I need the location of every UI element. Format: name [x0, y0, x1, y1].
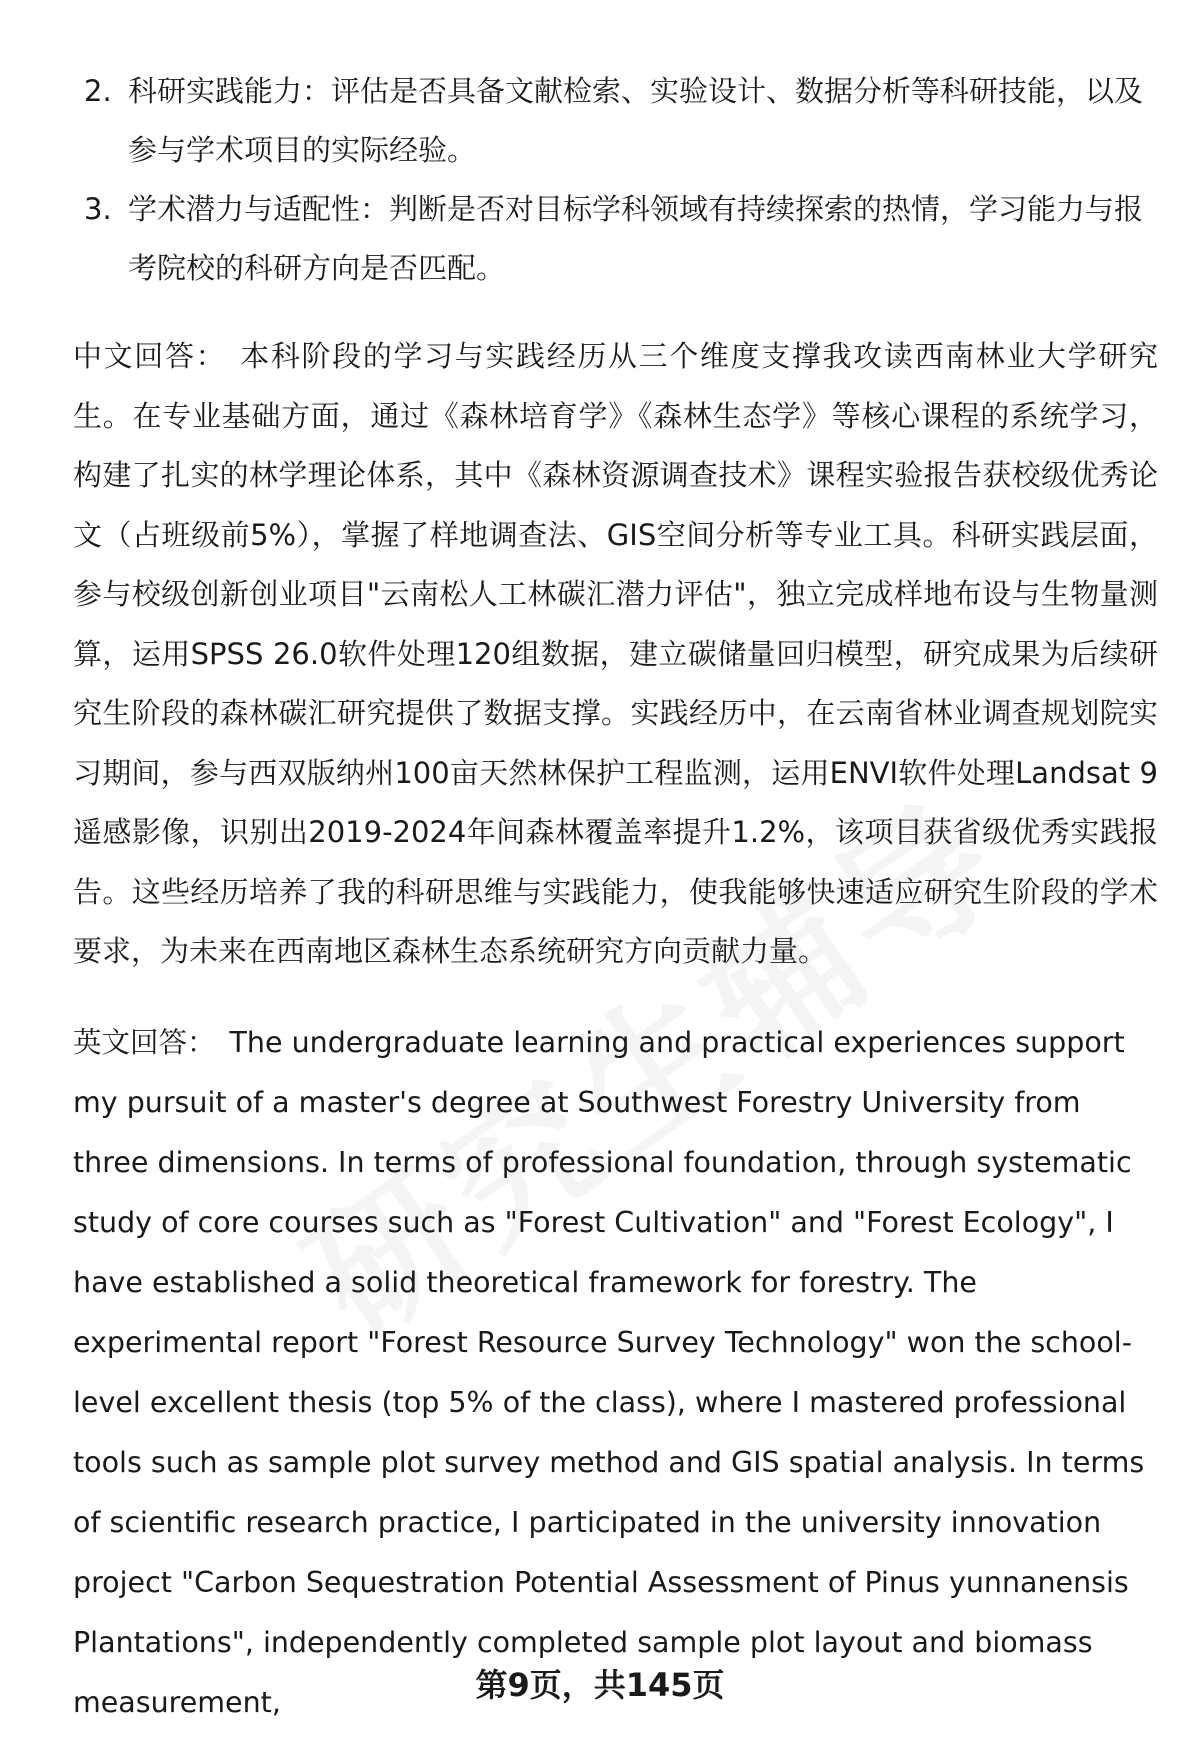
list-item — [84, 62, 1154, 180]
list-item-text: 科研实践能力：评估是否具备文献检索、实验设计、数据分析等科研技能，以及参与学术项目的实际经验。 — [128, 74, 1144, 167]
list-item-number: 2. — [84, 74, 112, 108]
english-answer-label: 英文回答： — [73, 1026, 216, 1059]
list-item — [84, 180, 1154, 298]
page-number: 第9页，共145页 — [475, 1666, 725, 1704]
chinese-answer-text: 本科阶段的学习与实践经历从三个维度支撑我攻读西南林业大学研究生。在专业基础方面，通过《森林培育学》《森林生态学》等核心课程的系统学习，构建了扎实的林学理论体系，其中《森林资源调查技术》课程实验报告获校级优秀论文（占班级前5%），掌握了样地调查法、GIS空间分析等专业工具。科研实践层面，参与校级创新创业项目"云南松人工林碳汇潜力评估"，独立完成样地布设与生物量测算，运用SPSS 26.0软件处理120组数据，建立碳储量回归模型，研究成果为后续研究生阶段的森林碳汇研究提供了数据支撑。实践经历中，在云南省林业调查规划院实习期间，参与西双版纳州100亩天然林保护工程监测，运用ENVI软件处理Landsat 9遥感影像，识别出2019-2024年间森林覆盖率提升1.2%，该项目获省级优秀实践报告。这些经历培养了我的科研思维与实践能力，使我能够快速适应研究生阶段的学术要求，为未来在西南地区森林生态系统研究方向贡献力量。 — [73, 339, 1158, 968]
list-item-text: 学术潜力与适配性：判断是否对目标学科领域有持续探索的热情，学习能力与报考院校的科研方向是否匹配。 — [128, 192, 1144, 285]
list-item-number: 3. — [84, 192, 112, 226]
english-answer-text: The undergraduate learning and practical experiences support my pursuit of a master's degree at Southwest Forestry University from three dimensions. In terms of professional foundation, through systematic study of core courses such as "Forest Cultivation" and "Forest Ecology", I have established a solid theoretical framework for forestry. The experimental report "Forest Resource Survey Technology" won the school-level excellent thesis (top 5% of the class), where I mastered professional tools such as sample plot survey method and GIS spatial analysis. In terms of scientific research practice, I participated in the university innovation project "Carbon Sequestration Potential Assessment of Pinus yunnanensis Plantations", independently completed sample plot layout and biomass measurement, — [73, 1026, 1145, 1719]
chinese-answer-paragraph — [73, 327, 1158, 982]
criteria-list — [84, 62, 1154, 298]
english-answer-paragraph — [73, 1013, 1158, 1733]
chinese-answer-label: 中文回答： — [73, 339, 227, 373]
